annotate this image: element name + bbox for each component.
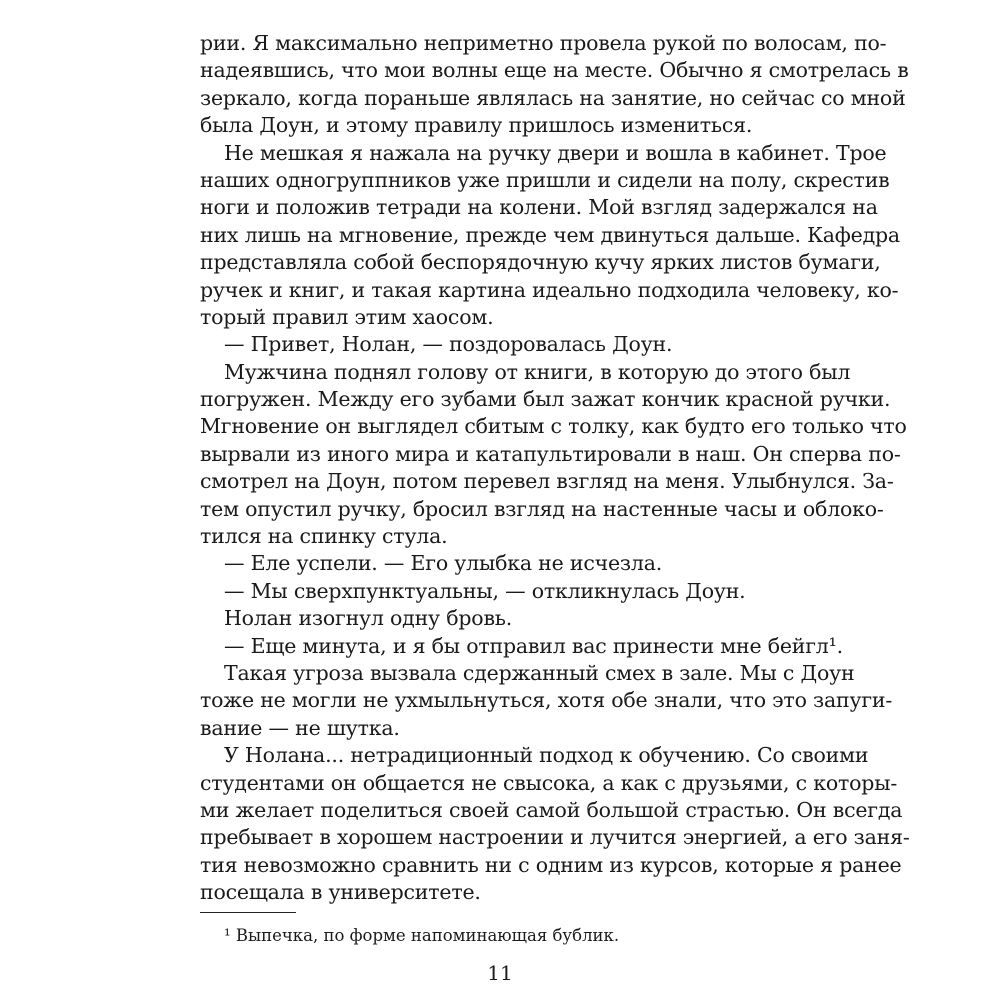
footnote-marker: ¹ <box>224 926 231 945</box>
text-line: вырвали из иного мира и катапультировали в наш. Он сперва по- <box>200 441 901 466</box>
text-line: У Нолана... нетрадиционный подход к обучению. Со своими <box>224 743 869 768</box>
text-line: — Еле успели. — Его улыбка не исчезла. <box>224 551 663 576</box>
text-line: — Привет, Нолан, — поздоровалась Доун. <box>224 332 673 357</box>
text-line: рии. Я максимально неприметно провела рукой по волосам, по- <box>200 31 887 55</box>
text-line: зеркало, когда пораньше являлась на занятие, но сейчас со мной <box>200 85 906 110</box>
footnote-text: Выпечка, по форме напоминающая бублик. <box>235 926 620 945</box>
footnote-divider <box>200 912 296 913</box>
text-line: погружен. Между его зубами был зажат кончик красной ручки. <box>200 387 891 412</box>
text-line: посещала в университете. <box>200 880 481 905</box>
text-line: тия невозможно сравнить ни с одним из курсов, которые я ранее <box>200 852 902 877</box>
text-line: ми желает поделиться своей самой большой страстью. Он всегда <box>200 797 903 822</box>
text-line: студентами он общается не свысока, а как с друзьями, с которы- <box>200 770 898 795</box>
body-text <box>200 30 910 907</box>
text-line: тоже не могли не ухмыльнуться, хотя обе знали, что это запуги- <box>200 688 893 713</box>
text-line: Такая угроза вызвала сдержанный смех в зале. Мы с Доун <box>224 660 855 685</box>
text-line: торый правил этим хаосом. <box>200 304 494 329</box>
text-line: них лишь на мгновение, прежде чем двинуться дальше. Кафедра <box>200 222 900 247</box>
text-line: надеявшись, что мои волны еще на месте. Обычно я смотрелась в <box>200 58 909 83</box>
text-line: Мгновение он выглядел сбитым с толку, как будто его только что <box>200 414 907 439</box>
text-line: Мужчина поднял голову от книги, в которую до этого был <box>224 359 851 384</box>
page-number: 11 <box>487 961 513 985</box>
text-line: — Мы сверхпунктуальны, — откликнулась Доун. <box>224 578 746 603</box>
text-line: представляла собой беспорядочную кучу ярких листов бумаги, <box>200 250 881 275</box>
text-line: смотрел на Доун, потом перевел взгляд на меня. Улыбнулся. За- <box>200 469 894 494</box>
text-line: Нолан изогнул одну бровь. <box>224 606 513 631</box>
text-line: пребывает в хорошем настроении и лучится энергией, а его заня- <box>200 825 910 850</box>
text-line: — Еще минута, и я бы отправил вас принести мне бейгл¹. <box>224 633 843 658</box>
text-line: наших одногруппников уже пришли и сидели на полу, скрестив <box>200 167 890 192</box>
text-line: ручек и книг, и такая картина идеально подходила человеку, ко- <box>200 277 899 302</box>
text-line: была Доун, и этому правилу пришлось измениться. <box>200 113 753 138</box>
text-line: вание — не шутка. <box>200 715 400 740</box>
text-line: тем опустил ручку, бросил взгляд на настенные часы и облоко- <box>200 496 884 521</box>
text-line: ноги и положив тетради на колени. Мой взгляд задержался на <box>200 195 878 220</box>
text-line: тился на спинку стула. <box>200 524 448 549</box>
text-line: Не мешкая я нажала на ручку двери и вошла в кабинет. Трое <box>224 140 887 165</box>
footnote <box>224 925 619 947</box>
